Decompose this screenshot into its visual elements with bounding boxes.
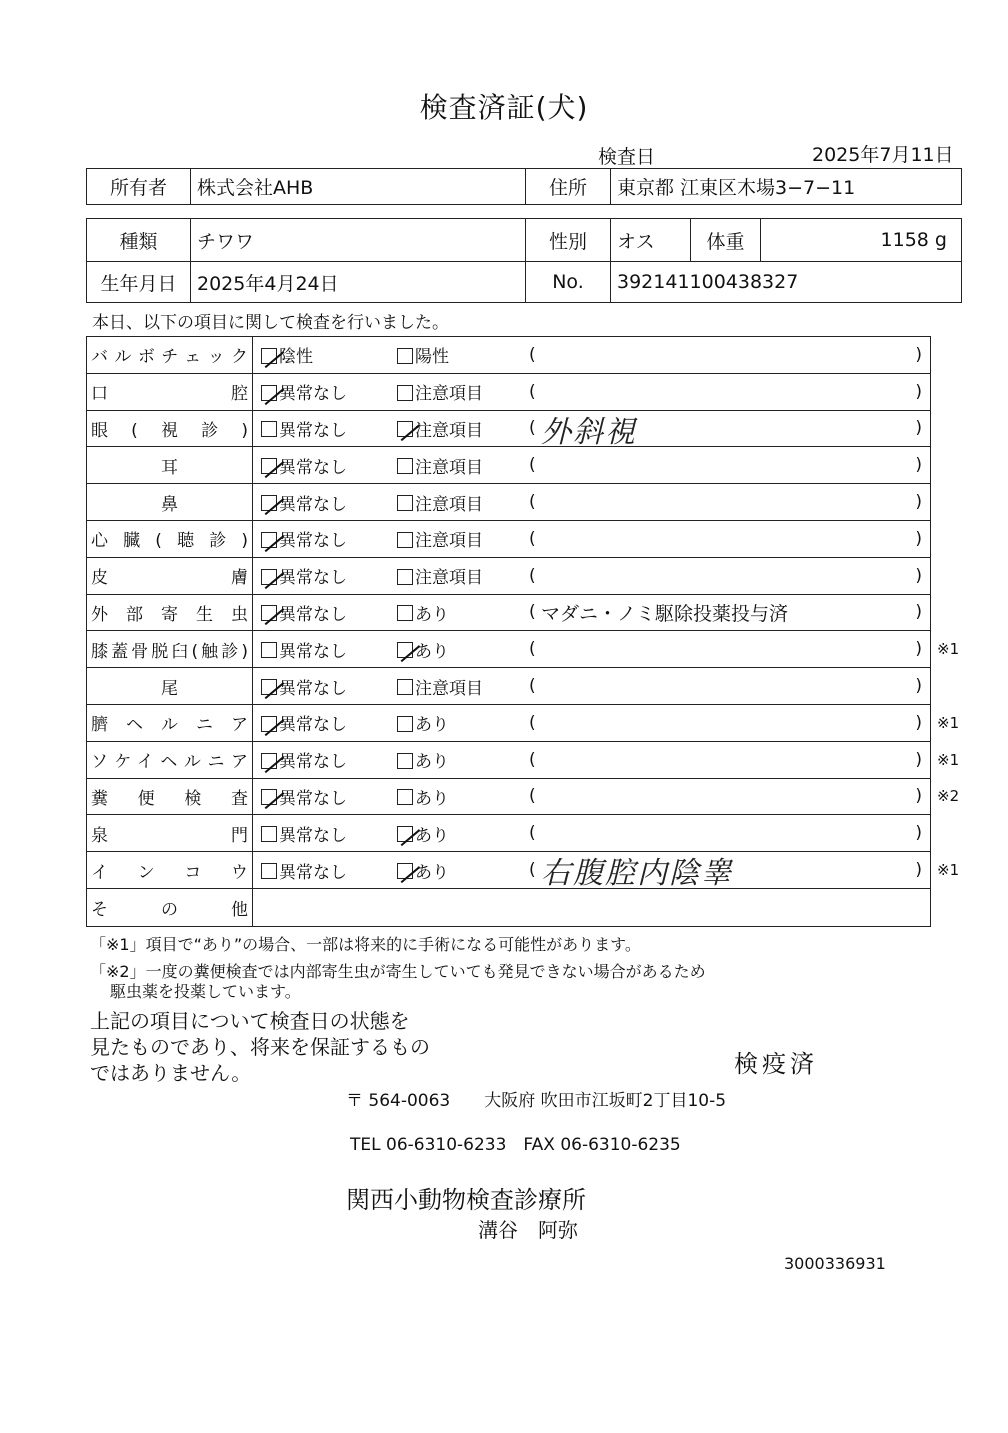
clinic-address: 〒 564-0063 大阪府 吹田市江坂町2丁目10-5 (346, 1091, 727, 1111)
dob-label: 生年月日 (87, 262, 191, 303)
close-paren: ) (915, 639, 922, 660)
option-2[interactable] (397, 742, 449, 778)
checklist-row (87, 484, 930, 521)
quarantine-stamp: 検疫済 (734, 1050, 818, 1078)
disclaimer-line-1: 上記の項目について検査日の状態を (90, 1009, 410, 1033)
open-paren: ( (529, 344, 536, 365)
checkbox-icon[interactable] (397, 495, 413, 511)
checklist-row (87, 447, 930, 484)
option-2-label: 注意項目 (415, 531, 483, 552)
item-label-cell (87, 447, 253, 483)
footnote-2: 「※2」一度の糞便検査では内部寄生虫が寄生していても発見できない場合があるため (90, 962, 706, 981)
open-paren: ( (529, 528, 536, 549)
item-label: 耳 (161, 457, 178, 478)
checklist-row (87, 815, 930, 852)
item-label: 膝蓋骨脱臼(触診) (91, 641, 248, 662)
checkbox-icon[interactable] (397, 532, 413, 548)
checkbox-icon[interactable] (261, 495, 277, 511)
option-2[interactable] (397, 411, 483, 447)
item-label-cell (87, 484, 253, 520)
open-paren: ( (529, 860, 536, 881)
option-2[interactable] (397, 558, 483, 594)
option-2-label: 注意項目 (415, 420, 483, 441)
option-2[interactable] (397, 705, 449, 741)
vet-name: 溝谷 阿弥 (478, 1218, 578, 1242)
option-2[interactable] (397, 337, 449, 373)
option-1-label: 異常なし (279, 494, 347, 515)
checklist-row (87, 742, 960, 779)
item-label-cell (87, 705, 253, 741)
checkbox-icon[interactable] (261, 789, 277, 805)
option-1[interactable] (261, 447, 347, 483)
checkbox-icon[interactable] (261, 348, 277, 364)
checklist-row (87, 595, 930, 632)
footnote-mark: ※1 (937, 640, 960, 659)
option-1-label: 異常なし (279, 457, 347, 478)
option-1[interactable] (261, 595, 347, 631)
owner-value: 株式会社AHB (191, 169, 526, 205)
open-paren: ( (529, 492, 536, 513)
option-2[interactable] (397, 779, 449, 815)
disclaimer-line-3: ではありません。 (90, 1061, 252, 1085)
option-1-label: 異常なし (279, 531, 347, 552)
close-paren: ) (915, 381, 922, 402)
clinic-name: 関西小動物検査診療所 (346, 1186, 586, 1214)
item-label: 臍ヘルニア (91, 715, 248, 736)
open-paren: ( (529, 418, 536, 439)
option-1[interactable] (261, 484, 347, 520)
pet-table (86, 218, 962, 303)
owner-table (86, 168, 962, 205)
checkbox-icon[interactable] (397, 385, 413, 401)
sex-label: 性別 (526, 219, 611, 262)
option-2[interactable] (397, 815, 449, 851)
option-1-label: 異常なし (279, 715, 347, 736)
open-paren: ( (529, 676, 536, 697)
option-1[interactable] (261, 815, 347, 851)
checkbox-icon[interactable] (261, 679, 277, 695)
weight-value: 1158 g (761, 219, 962, 262)
open-paren: ( (529, 639, 536, 660)
option-1[interactable] (261, 558, 347, 594)
option-1[interactable] (261, 779, 347, 815)
option-1-label: 陰性 (279, 347, 313, 368)
item-label: インコウ (91, 862, 248, 883)
address-value: 東京都 江東区木場3−7−11 (611, 169, 962, 205)
item-label: 皮膚 (91, 568, 248, 589)
close-paren: ) (915, 860, 922, 881)
close-paren: ) (915, 455, 922, 476)
close-paren: ) (915, 528, 922, 549)
checklist-row (87, 852, 960, 892)
checklist-row (87, 705, 960, 742)
checklist-row (87, 411, 930, 448)
checklist-row (87, 668, 930, 705)
item-label: 心臓(聴診) (91, 531, 248, 552)
option-2[interactable] (397, 595, 449, 631)
option-1[interactable] (261, 631, 347, 667)
option-2[interactable] (397, 852, 449, 888)
option-2[interactable] (397, 447, 483, 483)
item-label-cell (87, 558, 253, 594)
option-2-label: 注意項目 (415, 494, 483, 515)
item-label: その他 (91, 899, 248, 920)
footnote-1: 「※1」項目で“あり”の場合、一部は将来的に手術になる可能性があります。 (90, 935, 641, 954)
item-label-cell (87, 337, 253, 373)
option-1[interactable] (261, 337, 313, 373)
option-2-label: あり (415, 862, 449, 883)
item-label-cell (87, 521, 253, 557)
option-2[interactable] (397, 668, 483, 704)
checkbox-icon[interactable] (261, 532, 277, 548)
close-paren: ) (915, 418, 922, 439)
remarks: マダニ・ノミ駆除投薬投与済 (541, 602, 789, 625)
close-paren: ) (915, 492, 922, 513)
checklist-row (87, 558, 930, 595)
checkbox-icon[interactable] (397, 789, 413, 805)
option-2-label: あり (415, 715, 449, 736)
item-label-cell (87, 411, 253, 447)
option-2-label: 注意項目 (415, 457, 483, 478)
clinic-phone: TEL 06-6310-6233 FAX 06-6310-6235 (350, 1135, 681, 1155)
document-title: 検査済証(犬) (419, 91, 589, 124)
checkbox-icon[interactable] (261, 826, 277, 842)
footnote-mark: ※1 (937, 861, 960, 880)
checkbox-icon[interactable] (397, 569, 413, 585)
option-2[interactable] (397, 521, 483, 557)
option-2-label: あり (415, 752, 449, 773)
checklist-row (87, 337, 930, 374)
checklist (86, 336, 960, 927)
option-2-label: あり (415, 641, 449, 662)
address-label: 住所 (526, 169, 611, 205)
checkbox-icon[interactable] (261, 642, 277, 658)
checklist-row (87, 631, 960, 668)
number-label: No. (526, 262, 611, 303)
checkbox-icon[interactable] (397, 642, 413, 658)
item-label-cell (87, 595, 253, 631)
item-label: バルボチェック (91, 347, 248, 368)
exam-date-label: 検査日 (598, 146, 656, 168)
open-paren: ( (529, 565, 536, 586)
close-paren: ) (915, 565, 922, 586)
checkbox-icon[interactable] (261, 421, 277, 437)
option-1-label: 異常なし (279, 604, 347, 625)
option-2-label: 注意項目 (415, 678, 483, 699)
item-label: 眼(視診) (91, 420, 248, 441)
breed-value: チワワ (191, 219, 526, 262)
footnote-mark: ※1 (937, 750, 960, 769)
option-1[interactable] (261, 852, 347, 888)
item-label-cell (87, 742, 253, 778)
item-label: ソケイヘルニア (91, 752, 248, 773)
footnote-2-cont: 駆虫薬を投薬しています。 (110, 982, 301, 1001)
option-1-label: 異常なし (279, 384, 347, 405)
item-label-cell (87, 779, 253, 815)
checkbox-icon[interactable] (261, 753, 277, 769)
checkbox-icon[interactable] (397, 458, 413, 474)
open-paren: ( (529, 455, 536, 476)
disclaimer-line-2: 見たものであり、将来を保証するもの (90, 1035, 430, 1059)
option-2[interactable] (397, 631, 449, 667)
checkbox-icon[interactable] (397, 348, 413, 364)
item-label: 糞便検査 (91, 788, 248, 809)
open-paren: ( (529, 602, 536, 623)
breed-label: 種類 (87, 219, 191, 262)
checkbox-icon[interactable] (261, 385, 277, 401)
checkbox-icon[interactable] (261, 716, 277, 732)
item-label-cell (87, 668, 253, 704)
option-1-label: 異常なし (279, 752, 347, 773)
option-1-label: 異常なし (279, 641, 347, 662)
item-label: 口腔 (91, 384, 248, 405)
option-1-label: 異常なし (279, 862, 347, 883)
checklist-row (87, 374, 930, 411)
item-label-cell (87, 631, 253, 667)
checklist-row (87, 521, 930, 558)
close-paren: ) (915, 712, 922, 733)
option-1[interactable] (261, 374, 347, 410)
close-paren: ) (915, 749, 922, 770)
close-paren: ) (915, 676, 922, 697)
footnote-mark: ※1 (937, 713, 960, 732)
option-2[interactable] (397, 484, 483, 520)
sex-value: オス (611, 219, 691, 262)
checkbox-icon[interactable] (261, 605, 277, 621)
dob-value: 2025年4月24日 (191, 262, 526, 303)
option-2-label: あり (415, 825, 449, 846)
checkbox-icon[interactable] (397, 716, 413, 732)
option-2-label: 注意項目 (415, 568, 483, 589)
open-paren: ( (529, 381, 536, 402)
serial-number: 3000336931 (784, 1254, 886, 1273)
open-paren: ( (529, 749, 536, 770)
close-paren: ) (915, 344, 922, 365)
item-label: 泉門 (91, 825, 248, 846)
close-paren: ) (915, 823, 922, 844)
close-paren: ) (915, 786, 922, 807)
checkbox-icon[interactable] (397, 605, 413, 621)
option-2-label: あり (415, 788, 449, 809)
checkbox-icon[interactable] (261, 569, 277, 585)
checkbox-icon[interactable] (397, 679, 413, 695)
option-1-label: 異常なし (279, 420, 347, 441)
option-1[interactable] (261, 705, 347, 741)
checklist-row (87, 889, 930, 926)
checkbox-icon[interactable] (397, 753, 413, 769)
option-1-label: 異常なし (279, 568, 347, 589)
checkbox-icon[interactable] (261, 863, 277, 879)
remarks: 右腹腔内陰睾 (541, 856, 733, 892)
option-1[interactable] (261, 742, 347, 778)
exam-date: 2025年7月11日 (812, 144, 954, 166)
checkbox-icon[interactable] (397, 826, 413, 842)
checkbox-icon[interactable] (261, 458, 277, 474)
option-1-label: 異常なし (279, 788, 347, 809)
remarks: 外斜視 (541, 414, 637, 450)
option-1-label: 異常なし (279, 825, 347, 846)
close-paren: ) (915, 602, 922, 623)
option-1[interactable] (261, 668, 347, 704)
checklist-row (87, 779, 960, 816)
open-paren: ( (529, 786, 536, 807)
option-2[interactable] (397, 374, 483, 410)
open-paren: ( (529, 823, 536, 844)
item-label-cell (87, 852, 253, 888)
footnote-mark: ※2 (937, 787, 960, 806)
item-label: 外部寄生虫 (91, 604, 248, 625)
checkbox-icon[interactable] (397, 863, 413, 879)
option-2-label: 陽性 (415, 347, 449, 368)
option-1-label: 異常なし (279, 678, 347, 699)
item-label-cell (87, 815, 253, 851)
intro-text: 本日、以下の項目に関して検査を行いました。 (92, 313, 449, 333)
option-2-label: 注意項目 (415, 384, 483, 405)
option-1[interactable] (261, 521, 347, 557)
checkbox-icon[interactable] (397, 421, 413, 437)
weight-label: 体重 (691, 219, 761, 262)
option-2-label: あり (415, 604, 449, 625)
disclaimer (90, 1008, 430, 1086)
option-1[interactable] (261, 411, 347, 447)
item-label: 尾 (161, 678, 178, 699)
item-label: 鼻 (161, 494, 178, 515)
open-paren: ( (529, 712, 536, 733)
owner-label: 所有者 (87, 169, 191, 205)
number-value: 392141100438327 (611, 262, 962, 303)
item-label-cell (87, 374, 253, 410)
item-label-cell (87, 889, 253, 926)
